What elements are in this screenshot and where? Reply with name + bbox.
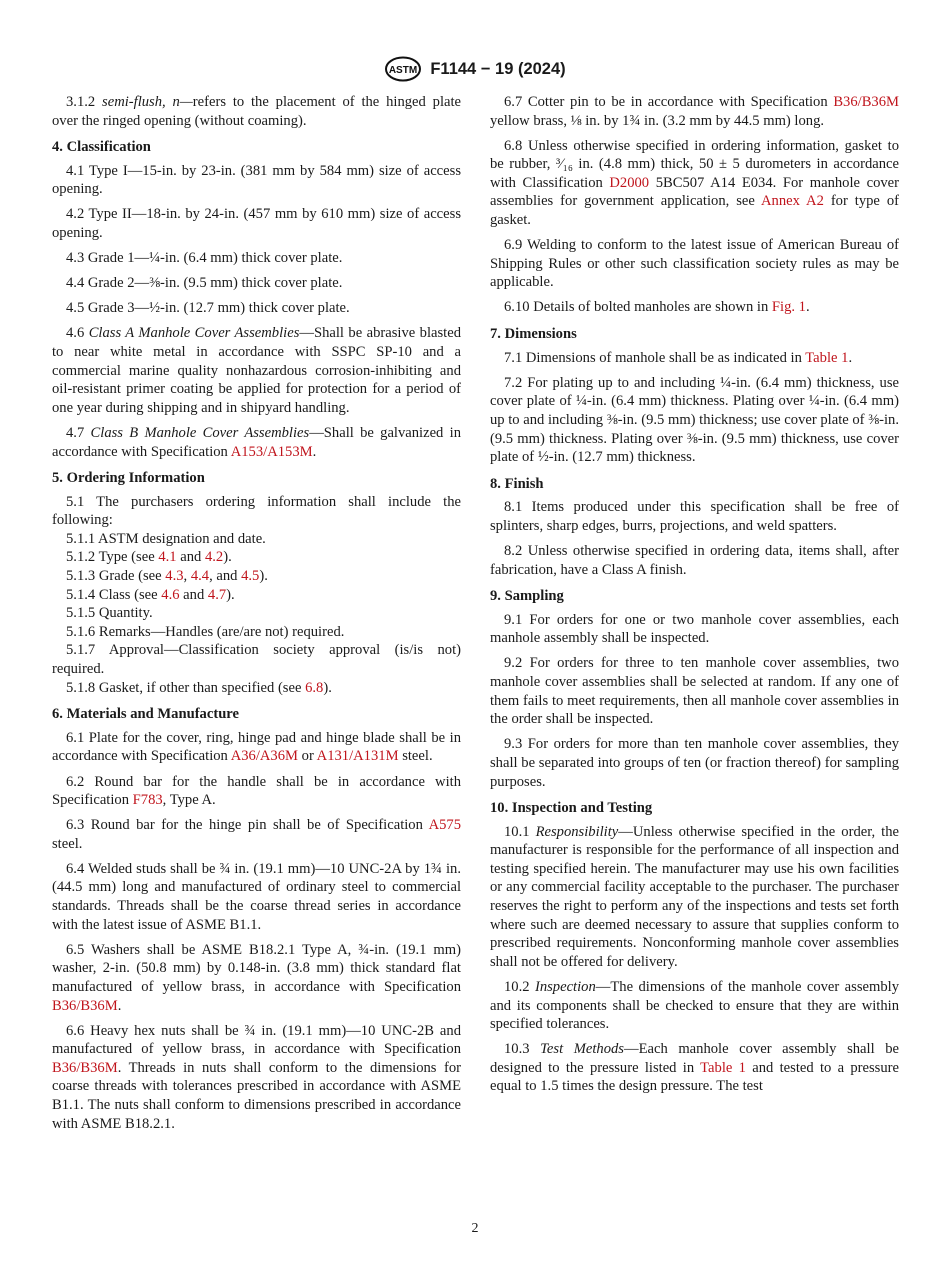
heading-dimensions: 7. Dimensions <box>490 326 577 343</box>
paragraph-7-2: 7.2 For plating up to and including ¼-in. (6.4 mm) thickness, use cover plate of ¼-in. (6.4 mm) thickness. Plating over ¼-in. (6.4 mm) up to and including ⅜-in. (9.5 mm) thickness; use cover plate of ⅜-in. (9.5 mm) thickness. Plating over ⅜-in. (9.5 mm) thickness, use cover plate of ½-in. (12.7 mm) thickness. <box>490 374 899 466</box>
ordering-list <box>52 530 461 697</box>
link-a153[interactable]: A153/A153M <box>230 443 313 460</box>
list-item: 5.1.5 Quantity. <box>66 605 153 622</box>
paragraph-9-1: 9.1 For orders for one or two manhole cover assemblies, each manhole assembly shall be inspected. <box>490 611 899 647</box>
page-number: 2 <box>471 1221 479 1236</box>
left-column <box>52 93 461 1140</box>
link-table-1[interactable]: Table 1 <box>805 349 849 366</box>
astm-logo-icon <box>384 56 422 82</box>
list-item: 5.1.1 ASTM designation and date. <box>66 530 266 547</box>
paragraph-4-2: 4.2 Type II—18-in. by 24-in. (457 mm by 610 mm) size of access opening. <box>52 206 461 242</box>
link-annex-a2[interactable]: Annex A2 <box>760 193 824 210</box>
list-item: 5.1.4 Class (see 4.6 and 4.7). <box>66 586 235 603</box>
page-header <box>0 56 950 82</box>
list-item: 5.1.2 Type (see 4.1 and 4.2). <box>66 549 232 566</box>
paragraph-9-3: 9.3 For orders for more than ten manhole cover assemblies, they shall be separated into groups of ten (or fraction thereof) for sampling purposes. <box>490 736 899 790</box>
link-4-1[interactable]: 4.1 <box>158 549 177 566</box>
list-item: 5.1.7 Approval—Classification society approval (is/is not) required. <box>52 642 461 678</box>
link-4-3[interactable]: 4.3 <box>165 568 184 585</box>
list-item: 5.1.6 Remarks—Handles (are/are not) required. <box>66 623 345 640</box>
paragraph-6-7: 6.7 Cotter pin to be in accordance with Specification B36/B36M yellow brass, ⅛ in. by 1¾ in. (3.2 mm by 44.5 mm) long. <box>490 94 899 129</box>
paragraph-4-3: 4.3 Grade 1—¼-in. (6.4 mm) thick cover plate. <box>66 250 343 267</box>
link-4-5[interactable]: 4.5 <box>241 568 260 585</box>
paragraph-10-2: 10.2 Inspection—The dimensions of the manhole cover assembly and its components shall be checked to ensure that they are within specified tolerances. <box>490 978 899 1033</box>
paragraph-6-10: 6.10 Details of bolted manholes are shown in Fig. 1. <box>504 299 810 316</box>
link-d2000[interactable]: D2000 <box>609 174 650 191</box>
paragraph-6-5: 6.5 Washers shall be ASME B18.2.1 Type A, ¾-in. (19.1 mm) washer, 2-in. (50.8 mm) by 0.148-in. (3.8 mm) thick standard flat manufactured of yellow brass, in accordance with Specification B36/B36M. <box>52 941 461 1014</box>
link-b36[interactable]: B36/B36M <box>52 1059 118 1076</box>
paragraph-6-6: 6.6 Heavy hex nuts shall be ¾ in. (19.1 mm)—10 UNC-2B and manufactured of yellow brass, in accordance with Specification B36/B36M. Threads in nuts shall conform to the dimensions for coarse threads with tolerances prescribed in accordance with ASME B1.1. The nuts shall conform to dimensions prescribed in accordance with ASME B18.2.1. <box>52 1022 461 1132</box>
heading-finish: 8. Finish <box>490 475 544 492</box>
paragraph-9-2: 9.2 For orders for three to ten manhole cover assemblies, two manhole cover assemblies shall be selected at random. If any one of them fails to meet requirements, then all manhole cover assemblies in the order shall be inspected. <box>490 655 899 728</box>
svg-text:ASTM: ASTM <box>389 65 418 76</box>
paragraph-4-5: 4.5 Grade 3—½-in. (12.7 mm) thick cover plate. <box>66 300 350 317</box>
heading-materials-and-manufacture: 6. Materials and Manufacture <box>52 706 239 723</box>
link-fig-1[interactable]: Fig. 1 <box>771 299 806 316</box>
link-6-8[interactable]: 6.8 <box>305 679 324 696</box>
list-item: 5.1.8 Gasket, if other than specified (see 6.8). <box>66 679 332 696</box>
link-4-6[interactable]: 4.6 <box>161 586 180 603</box>
paragraph-10-3: 10.3 Test Methods—Each manhole cover assembly shall be designed to the pressure listed in Table 1 and tested to a pressure equal to 1.5 times the design pressure. The test <box>490 1041 899 1095</box>
link-4-4[interactable]: 4.4 <box>190 568 210 585</box>
paragraph-3-1-2: 3.1.2 semi-flush, n—refers to the placement of the hinged plate over the ringed opening (without coaming). <box>52 94 462 129</box>
paragraph-4-1: 4.1 Type I—15-in. by 23-in. (381 mm by 584 mm) size of access opening. <box>52 162 461 198</box>
heading-inspection-and-testing: 10. Inspection and Testing <box>490 800 653 817</box>
link-4-2[interactable]: 4.2 <box>204 549 224 566</box>
paragraph-6-4: 6.4 Welded studs shall be ¾ in. (19.1 mm)—10 UNC-2A by 1¾ in. (44.5 mm) long and manufactured of ordinary steel to commercial standards. Threads shall be the coarse thread series in accordance with the latest issue of ASME B1.1. <box>52 860 461 933</box>
link-f783[interactable]: F783 <box>132 792 163 809</box>
link-table-1[interactable]: Table 1 <box>700 1059 746 1076</box>
paragraph-6-3: 6.3 Round bar for the hinge pin shall be of Specification A575 steel. <box>52 817 461 852</box>
link-a131[interactable]: A131/A131M <box>316 748 399 765</box>
paragraph-6-9: 6.9 Welding to conform to the latest issue of American Bureau of Shipping Rules or other such classification society rules as may be applicable. <box>490 237 899 291</box>
link-a575[interactable]: A575 <box>428 817 461 834</box>
paragraph-4-6: 4.6 Class A Manhole Cover Assemblies—Shall be abrasive blasted to near white metal in accordance with SSPC SP-10 and a commercial marine quality nonhazardous corrosion-inhibiting and oil-resistant primer coating be applied for protection for a period of one year during shipping and in shipyard handling. <box>52 325 461 416</box>
paragraph-6-1: 6.1 Plate for the cover, ring, hinge pad and hinge blade shall be in accordance with Specification A36/A36M or A131/A131M steel. <box>52 729 461 765</box>
link-4-7[interactable]: 4.7 <box>207 586 227 603</box>
document-id: F1144 − 19 (2024) <box>430 59 566 78</box>
heading-ordering-information: 5. Ordering Information <box>52 470 205 487</box>
paragraph-4-4: 4.4 Grade 2—⅜-in. (9.5 mm) thick cover plate. <box>66 275 343 292</box>
paragraph-5-1: 5.1 The purchasers ordering information shall include the following: <box>52 493 461 529</box>
paragraph-4-7: 4.7 Class B Manhole Cover Assemblies—Shall be galvanized in accordance with Specification A153/A153M. <box>52 424 461 460</box>
list-item: 5.1.3 Grade (see 4.3, 4.4, and 4.5). <box>66 568 268 585</box>
paragraph-6-2: 6.2 Round bar for the handle shall be in accordance with Specification F783, Type A. <box>52 773 461 809</box>
link-a36[interactable]: A36/A36M <box>230 748 298 765</box>
paragraph-8-1: 8.1 Items produced under this specification shall be free of splinters, sharp edges, burrs, projections, and weld spatters. <box>490 499 899 534</box>
paragraph-10-1: 10.1 Responsibility—Unless otherwise specified in the order, the manufacturer is responsible for the performance of all inspection and testing specified herein. The manufacturer may use his own facilities or any commercial facility acceptable to the purchaser. The purchaser reserves the right to perform any of the inspections and tests set forth where such are deemed necessary to assure that supplies conform to prescribed requirements. Nonconforming manhole cover assemblies shall not be offered for delivery. <box>490 823 899 970</box>
link-b36[interactable]: B36/B36M <box>833 94 899 110</box>
heading-sampling: 9. Sampling <box>490 588 564 605</box>
right-column <box>490 93 899 1103</box>
heading-classification: 4. Classification <box>52 139 151 156</box>
paragraph-7-1: 7.1 Dimensions of manhole shall be as indicated in Table 1. <box>504 349 853 366</box>
link-b36[interactable]: B36/B36M <box>52 997 118 1014</box>
paragraph-8-2: 8.2 Unless otherwise specified in ordering data, items shall, after fabrication, have a Class A finish. <box>490 542 899 578</box>
paragraph-6-8: 6.8 Unless otherwise specified in ordering information, gasket to be rubber, ³⁄₁₆ in. (4.8 mm) thick, 50 ± 5 durometers in accordance with Classification D2000 5BC507 A14 E034. For manhole cover assemblies for government application, see Annex A2 for type of gasket. <box>490 137 899 229</box>
